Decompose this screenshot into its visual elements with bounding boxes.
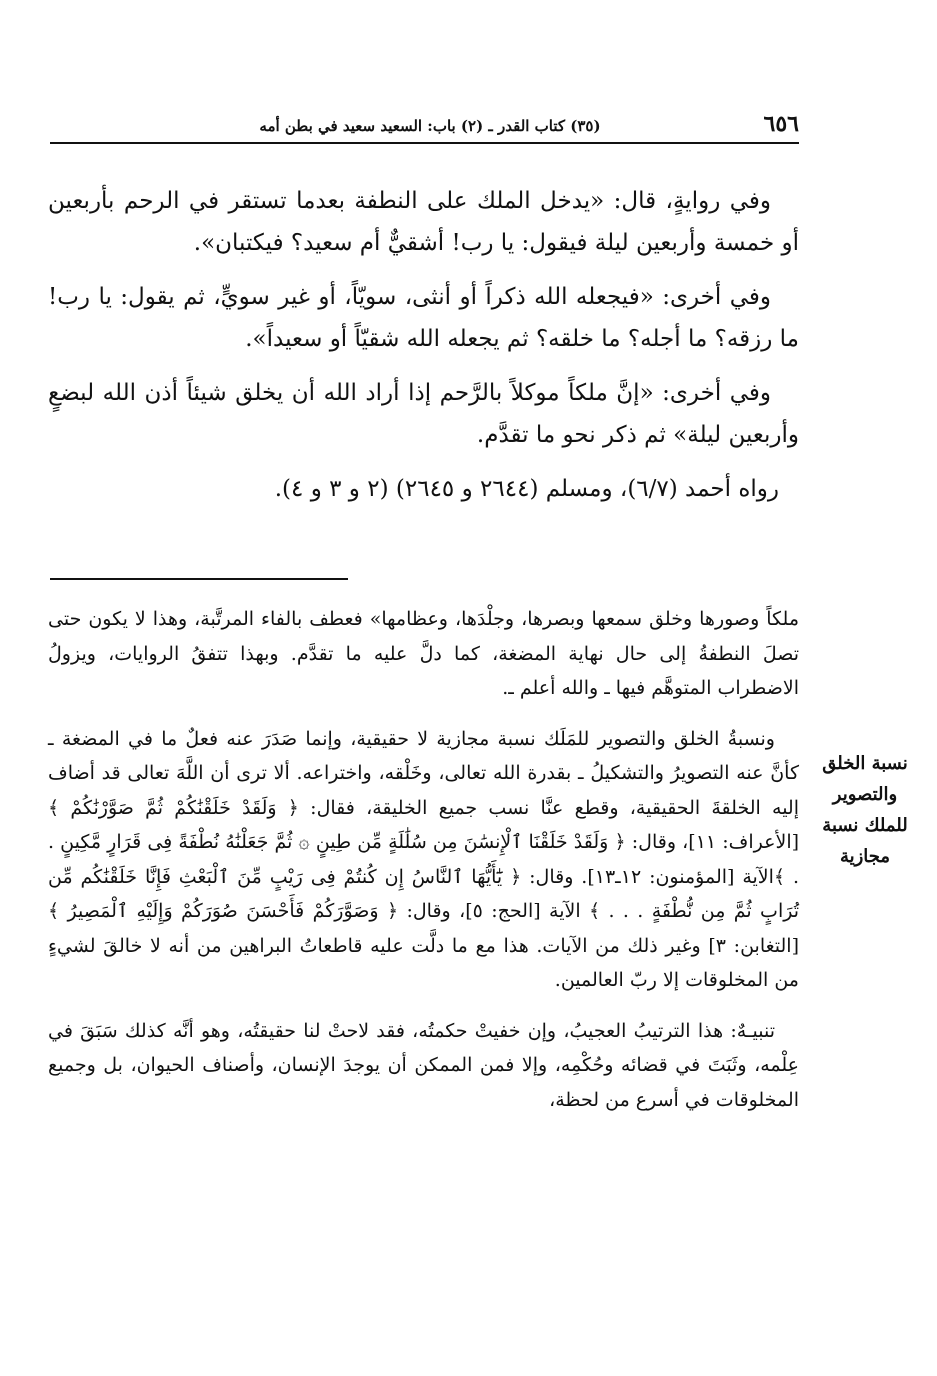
commentary-text-run: الآية [المؤمنون: ١٢ـ١٣]. وقال: <box>521 865 774 888</box>
commentary-text-run: [التغابن: ٣] وغير ذلك من الآيات. هذا مع ما دلَّت عليه قاطعاتُ البراهين من أنه لا خالقَ لشيءٍ من المخلوقات إلا ربّ العالمين. <box>48 934 799 991</box>
commentary-paragraph-3: تنبيـهٌ: هذا الترتيبُ العجيبُ، وإن خفيتْ حكمتُه، فقد لاحتْ لنا حقيقتُه، وهو أنَّه كذلك سَبَقَ في عِلْمه، وثَبَتَ في قضائه وحُكْمِه، وإلا فمن الممكن أن يوجدَ الإنسان، وأصناف الحيوان، بل وجميع المخلوقات في أسرع من لحظة، <box>48 1019 799 1111</box>
commentary-text-run: [الأعراف: ١١]، وقال: <box>625 831 800 853</box>
commentary-paragraph-2 <box>48 722 799 998</box>
running-head <box>50 108 799 144</box>
commentary-text-run: ونسبةُ الخلق والتصوير للمَلَك نسبة مجازية لا حقيقية، وإنما صَدَرَ عنه فعلٌ ما في المضغة ـ كأنَّ عنه التصويرُ والتشكيلُ ـ بقدرة الله تعالى، وخَلْقه، واختراعه. ألا ترى أن اللَّهَ تعالى قد أضاف إليه الخلقةَ الحقيقية، وقطع عنَّا نسب جميع الخليقة، فقال: <box>48 727 799 819</box>
margin-note: نسبة الخلق والتصوير للملك نسبة مجازية <box>822 753 908 867</box>
hadith-paragraph-2: وفي أخرى: «فيجعله الله ذكراً أو أنثى، سويّاً، أو غير سويٍّ، ثم يقول: يا رب! ما رزقه؟ ما أجله؟ ما خلقه؟ ثم يجعله الله شقيّاً أو سعيداً». <box>48 284 799 352</box>
footnote-separator <box>50 578 348 580</box>
quran-verse-2: ﴿ وَلَقَدْ خَلَقْنَا ٱلْإِنسَٰنَ مِن سُلَٰلَةٍ مِّن طِينٍ ۞ ثُمَّ جَعَلْنَٰهُ نُطْفَةً فِى قَرَارٍ مَّكِينٍ . . ﴾ <box>48 831 799 888</box>
quran-verse-1: ﴿ وَلَقَدْ خَلَقْنَٰكُمْ ثُمَّ صَوَّرْنَٰكُمْ ﴾ <box>48 796 299 819</box>
quran-verse-4: ﴿ وَصَوَّرَكُمْ فَأَحْسَنَ صُوَرَكُمْ وَإِلَيْهِ ٱلْمَصِيرُ ﴾ <box>48 900 399 922</box>
commentary-text <box>48 602 799 1127</box>
commentary-text-run: الآية [الحج: ٥]، وقال: <box>398 900 589 922</box>
hadith-text <box>48 180 799 522</box>
quran-verse-3: ﴿ يَٰٓأَيُّهَا ٱلنَّاسُ إِن كُنتُمْ فِى رَيْبٍ مِّنَ ٱلْبَعْثِ فَإِنَّا خَلَقْنَٰكُم مِّن تُرَابٍ ثُمَّ مِن نُّطْفَةٍ . . . ﴾ <box>48 865 799 922</box>
commentary-paragraph-1: ملكاً وصورها وخلق سمعها وبصرها، وجلْدَها، وعظامها» فعطف بالفاء المرتَّبة، وهذا لا يكون حتى تصلَ النطفةُ إلى حال نهاية المضغة، كما دلَّ عليه ما تقدَّم. وبهذا تتفقُ الروايات، ويزولُ الاضطراب المتوهَّم فيها ـ والله أعلم ـ. <box>48 608 799 699</box>
hadith-paragraph-3: وفي أخرى: «إنَّ ملكاً موكلاً بالرَّحم إذا أراد الله أن يخلق شيئاً أذن الله لبضعٍ وأربعين ليلة» ثم ذكر نحو ما تقدَّم. <box>48 380 799 448</box>
hadith-paragraph-1: وفي روايةٍ، قال: «يدخل الملك على النطفة بعدما تستقر في الرحم بأربعين أو خمسة وأربعين ليلة فيقول: يا رب! أشقيٌّ أم سعيد؟ فيكتبان». <box>48 188 799 256</box>
chapter-title: (٣٥) كتاب القدر ـ (٢) باب: السعيد سعيد في بطن أمه <box>259 117 601 135</box>
page-number: ٦٥٦ <box>763 111 799 137</box>
hadith-source: رواه أحمد (٦/٧)، ومسلم (٢٦٤٤ و ٢٦٤٥) (٢ و ٣ و ٤). <box>274 476 779 502</box>
